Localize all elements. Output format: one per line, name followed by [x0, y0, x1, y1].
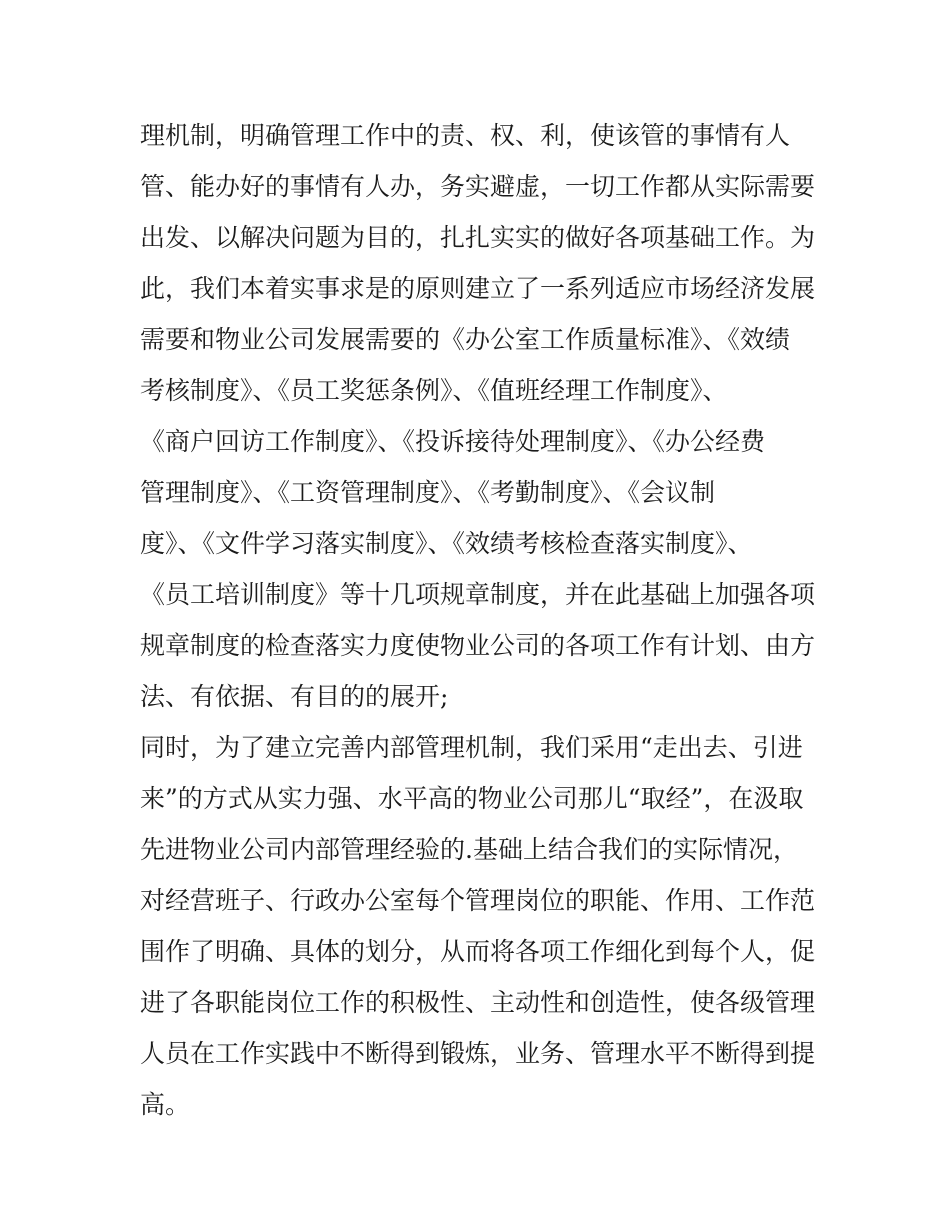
- text-line: 规章制度的检查落实力度使物业公司的各项工作有计划、由方: [140, 631, 816, 660]
- text-line: 法、有依据、有目的的展开;: [140, 682, 449, 711]
- text-line: 高。: [140, 1090, 191, 1119]
- text-line: 管、能办好的事情有人办，务实避虚，一切工作都从实际需要: [140, 172, 816, 201]
- text-line: 出发、以解决问题为目的，扎扎实实的做好各项基础工作。为: [140, 223, 816, 252]
- text-line: 此，我们本着实事求是的原则建立了一系列适应市场经济发展: [140, 274, 816, 303]
- text-line: 考核制度》、《员工奖惩条例》、《值班经理工作制度》、: [140, 376, 728, 405]
- text-line: 人员在工作实践中不断得到锻炼，业务、管理水平不断得到提: [140, 1039, 816, 1068]
- text-line: 先进物业公司内部管理经验的.基础上结合我们的实际情况，: [140, 835, 798, 864]
- text-line: 围作了明确、具体的划分，从而将各项工作细化到每个人，促: [140, 937, 816, 966]
- text-line: 来”的方式从实力强、水平高的物业公司那儿“取经”，在汲取: [140, 784, 804, 813]
- text-line: 进了各职能岗位工作的积极性、主动性和创造性，使各级管理: [140, 988, 816, 1017]
- text-line: 管理制度》、《工资管理制度》、《考勤制度》、《会议制: [140, 478, 716, 507]
- text-line: 《商户回访工作制度》、《投诉接待处理制度》、《办公经费: [140, 427, 766, 456]
- text-line: 需要和物业公司发展需要的《办公室工作质量标准》、《效绩: [140, 325, 791, 354]
- text-line: 对经营班子、行政办公室每个管理岗位的职能、作用、工作范: [140, 886, 816, 915]
- text-line: 同时，为了建立完善内部管理机制，我们采用“走出去、引进: [140, 733, 803, 762]
- body-text: [140, 110, 840, 1130]
- text-line: 《员工培训制度》等十几项规章制度，并在此基础上加强各项: [140, 580, 816, 609]
- text-line: 度》、《文件学习落实制度》、《效绩考核检查落实制度》、: [140, 529, 753, 558]
- text-line: 理机制，明确管理工作中的责、权、利，使该管的事情有人: [140, 121, 791, 150]
